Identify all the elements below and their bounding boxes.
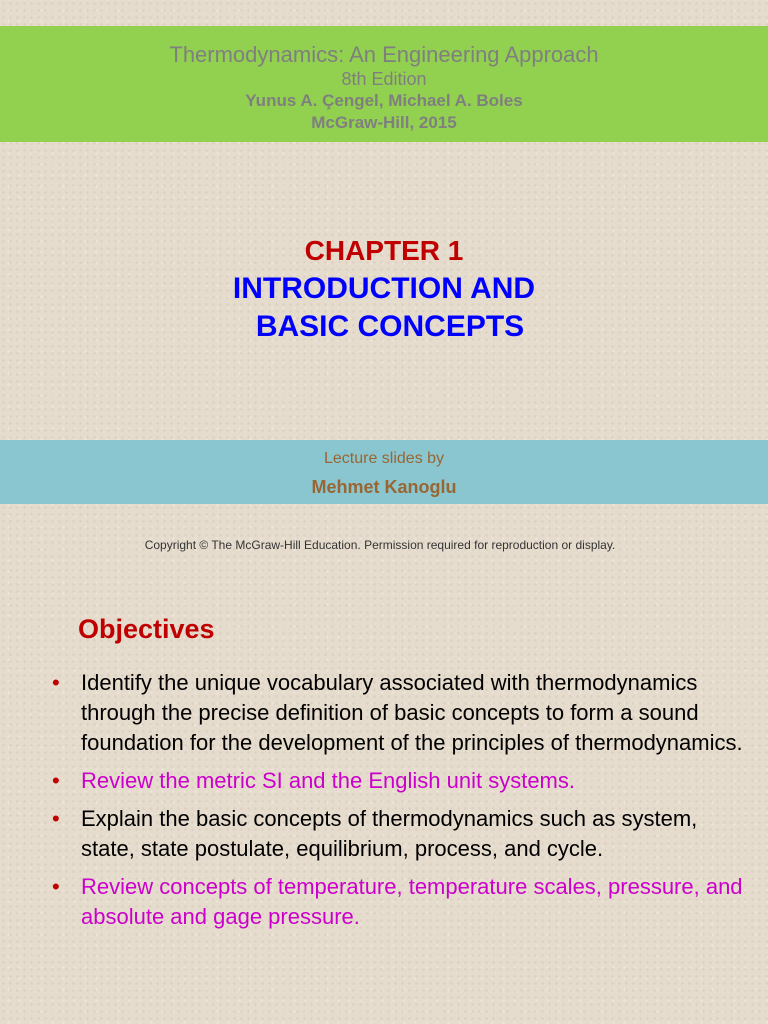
- objective-item: [48, 872, 748, 932]
- objective-text: Identify the unique vocabulary associated with thermodynamics through the precise definition of basic concepts to form a sound foundation for the development of the principles of thermodynamics.: [81, 670, 743, 755]
- lecture-by-text: Lecture slides by: [323, 450, 445, 467]
- book-publisher: McGraw-Hill, 2015: [311, 113, 457, 132]
- chapter-label: CHAPTER 1: [304, 235, 464, 266]
- copyright-notice: Copyright © The McGraw-Hill Education. Permission required for reproduction or display.: [144, 538, 616, 552]
- bullet-icon: •: [52, 768, 60, 793]
- objective-item: [48, 804, 748, 864]
- objective-text: Explain the basic concepts of thermodynamics such as system, state, state postulate, equilibrium, process, and cycle.: [81, 806, 698, 861]
- book-title: Thermodynamics: An Engineering Approach: [169, 42, 599, 67]
- objective-text: Review the metric SI and the English unit systems.: [81, 768, 575, 793]
- objectives-heading: Objectives: [78, 614, 215, 644]
- book-edition: 8th Edition: [341, 69, 427, 89]
- chapter-title-line-1: INTRODUCTION AND: [232, 272, 536, 305]
- header-band: [0, 26, 768, 142]
- bullet-icon: •: [52, 670, 60, 695]
- chapter-block: [0, 232, 768, 346]
- objective-item: [48, 766, 748, 796]
- bullet-icon: •: [52, 806, 60, 831]
- objectives-list: [48, 668, 748, 940]
- lecture-author: Mehmet Kanoglu: [311, 477, 457, 497]
- chapter-title: [0, 270, 768, 346]
- objective-item: [48, 668, 748, 758]
- chapter-title-line-2: BASIC CONCEPTS: [255, 310, 525, 343]
- lecture-band: [0, 440, 768, 504]
- bullet-icon: •: [52, 874, 60, 899]
- book-authors: Yunus A. Çengel, Michael A. Boles: [245, 91, 523, 110]
- objective-text: Review concepts of temperature, temperature scales, pressure, and absolute and gage pressure.: [81, 874, 743, 929]
